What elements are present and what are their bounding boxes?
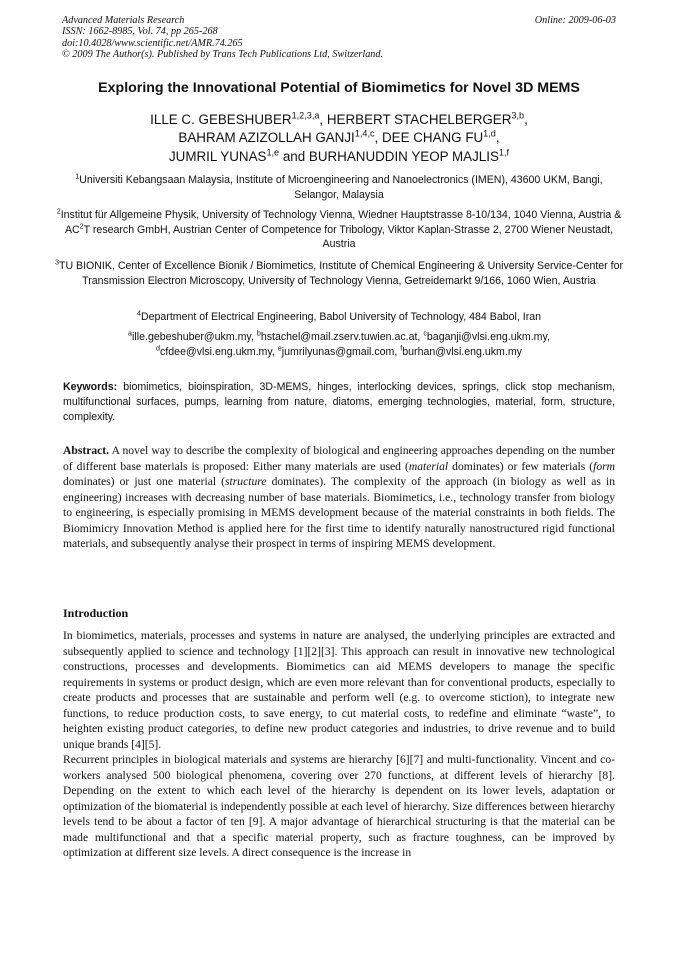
keywords-block	[63, 380, 615, 426]
author-affiliation-marker: 1,d	[483, 128, 496, 139]
affiliation-1: $^1$Universiti Kebangsaan Malaysia, Institute of Microengineering and Nanoelectronics (IMEN), 43600 UKM, Bangi, Selangor, Malaysia	[75, 171, 603, 201]
email-address[interactable]: burhan@vlsi.eng.ukm.my	[402, 345, 522, 358]
journal-name: Advanced Materials Research	[62, 15, 185, 26]
affiliation-2: $^2$Institut für Allgemeine Physik, University of Technology Vienna, Wiedner Hauptstrasse 8-10/134, 1040 Vienna, Austria & $AC^2T$ research GmbH, Austrian Center of Competence for Tribology, Viktor Kaplan-Strasse 2, 2700 Wiener Neustadt, Austria	[56, 206, 622, 251]
abstract-block: Abstract. A novel way to describe the complexity of biological and engineering approaches depending on the number of different base materials is proposed: Either many materials are used (material dominates) or few materials (form dominates) or just one material (structure dominates). The complexity of the approach (in biology as well as in engineering) increases with decreasing number of base materials. Biomimetics, i.e., technology transfer from biology to engineering, is especially promising in MEMS development because of the material constraints in both fields. The Biomimicry Innovation Method is applied here for the first time to identify naturally nanostructured rigid functional materials, and subsequently analyse their prospect in terms of inspiring MEMS development.	[63, 444, 616, 550]
paper-title: Exploring the Innovational Potential of Biomimetics for Novel 3D MEMS	[98, 80, 580, 96]
introduction-paragraph-1: In biomimetics, materials, processes and systems in nature are analysed, the underlying principles are extracted and subsequently applied to science and technology [1][2][3]. This approach can result in innovative new technological constructions, processes and developments. Biomimetics can aid MEMS developers to manage the specific requirements in systems or product design, which are even more relevant than for conventional products, especially to create products and processes that are sustainable and perform well (e.g. to overcome stiction), to integrate new functions, to reduce production costs, to save energy, to cut material costs, to redefine and eliminate “waste”, to heighten existing product categories, to define new product categories and industries, to drive revenue and to build unique brands [4][5].	[63, 629, 615, 751]
issn-line: ISSN: 1662-8985, Vol. 74, pp 265-268	[62, 26, 218, 38]
author-list: ILLE C. GEBESHUBER$^{1,2,3,a}$, HERBERT STACHELBERGER$^{3,b}$, BAHRAM AZIZOLLAH GANJI$^{1,4,c}$, DEE CHANG FU$^{1,d}$, JUMRIL YUNAS$^{1,e}$ and BURHANUDDIN YEOP MAJLIS$^{1,f}$	[150, 110, 528, 164]
author-affiliation-marker: 1,4,c	[354, 128, 375, 139]
journal-header	[62, 15, 616, 61]
copyright-line: © 2009 The Author(s). Published by Trans Tech Publications Ltd, Switzerland.	[62, 49, 384, 61]
keywords-text: biomimetics, bioinspiration, 3D-MEMS, hinges, interlocking devices, springs, click stop mechanism, multifunctional surfaces, pumps, learning from nature, diatoms, emerging technologies, material, form, structure, complexity.	[63, 381, 615, 424]
keywords-label: Keywords:	[63, 381, 118, 393]
introduction-heading: Introduction	[63, 606, 129, 620]
email-address[interactable]: baganji@vlsi.eng.ukm.my,	[426, 331, 550, 343]
doi-line[interactable]: doi:10.4028/www.scientific.net/AMR.74.265	[62, 37, 243, 49]
author-affiliation-marker: 1,f	[498, 147, 510, 158]
online-date: Online: 2009-06-03	[534, 15, 616, 26]
email-address[interactable]: ille.gebeshuber@ukm.my,	[132, 331, 257, 343]
introduction-body	[63, 628, 615, 861]
email-address[interactable]: cfdee@vlsi.eng.ukm.my,	[160, 345, 278, 358]
author-name: HERBERT STACHELBERGER	[326, 112, 512, 127]
affiliation-4: $^4$Department of Electrical Engineering, Babol University of Technology, 484 Babol, Iran	[136, 308, 542, 323]
email-list: $^a$ille.gebeshuber@ukm.my, $^b$hstachel@mail.zserv.tuwien.ac.at, $^c$baganji@vlsi.eng.ukm.my, $^d$cfdee@vlsi.eng.ukm.my, $^e$jumrilyunas@gmail.com, $^f$burhan@vlsi.eng.ukm.my	[128, 328, 550, 358]
author-name: BAHRAM AZIZOLLAH GANJI	[178, 130, 355, 146]
author-name: JUMRIL YUNAS	[168, 148, 267, 164]
author-affiliation-marker: 1,2,3,a	[291, 110, 320, 121]
email-address[interactable]: hstachel@mail.zserv.tuwien.ac.at,	[260, 331, 424, 343]
author-name: BURHANUDDIN YEOP MAJLIS	[308, 148, 499, 164]
affiliation-3: $^3$TU BIONIK, Center of Excellence Bionik / Biomimetics, Institute of Chemical Engineering & University Service-Center for Transmission Electron Microscopy, University of Technology Vienna, Getreidemarkt 9/166, 1060 Wien, Austria	[54, 257, 624, 287]
author-name: DEE CHANG FU	[381, 130, 484, 146]
author-affiliation-marker: 3,b	[511, 110, 525, 121]
author-affiliation-marker: 1,e	[266, 147, 280, 158]
email-address[interactable]: jumrilyunas@gmail.com,	[281, 345, 401, 358]
introduction-paragraph-2: Recurrent principles in biological materials and systems are hierarchy [6][7] and multi-functionality. Vincent and co-workers analysed 500 biological phenomena, covering over 270 functions, at different levels of hierarchy [8]. Depending on the extent to which each level of the hierarchy is dependent on its lower levels, adaptation or optimization of the biomaterial is independently possible at each level of hierarchy. Size differences between hierarchy levels tend to be about a factor of ten [9]. A major advantage of hierarchical structuring is that the material can be made multifunctional and that a specific material property, such as fracture toughness, can be improved by optimization at different size levels. A direct consequence is the increase in	[63, 753, 615, 859]
abstract-label: Abstract.	[63, 444, 110, 457]
author-name: ILLE C. GEBESHUBER	[150, 112, 292, 127]
